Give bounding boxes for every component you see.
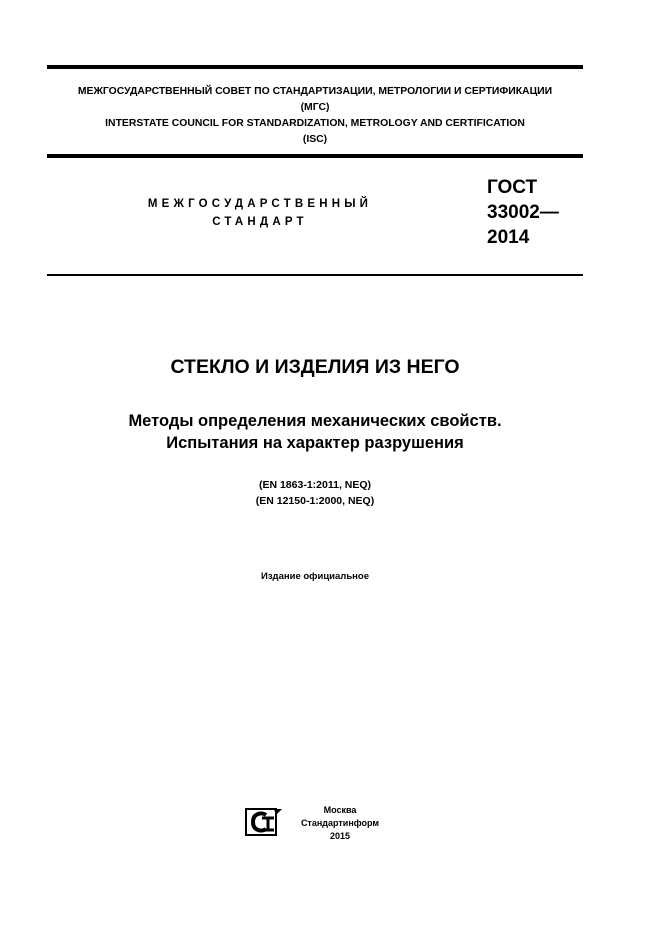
header-divider — [47, 154, 583, 158]
council-abbr-en: (ISC) — [302, 134, 328, 145]
publisher-city: Москва — [323, 805, 357, 815]
section-divider — [47, 274, 583, 276]
gost-designation — [487, 175, 559, 250]
subtitle-line2: Испытания на характер разрушения — [166, 434, 464, 452]
publisher-info — [290, 804, 390, 843]
gost-year: 2014 — [487, 227, 530, 248]
document-subtitle — [47, 410, 583, 454]
standartinform-logo-icon — [244, 806, 284, 838]
subtitle-line1: Методы определения механических свойств. — [128, 412, 502, 430]
gost-number: 33002— — [487, 202, 559, 223]
standard-type — [100, 195, 420, 231]
council-abbr-ru: (МГС) — [300, 102, 330, 113]
reference-item: (EN 1863-1:2011, NEQ) — [258, 479, 372, 491]
publisher-name: Стандартинформ — [300, 818, 380, 828]
reference-item: (EN 12150-1:2000, NEQ) — [255, 495, 375, 507]
gost-prefix: ГОСТ — [487, 177, 538, 198]
logo-letter-c — [253, 813, 266, 830]
edition-label: Издание официальное — [261, 571, 369, 582]
council-name-ru: МЕЖГОСУДАРСТВЕННЫЙ СОВЕТ ПО СТАНДАРТИЗАЦИИ, МЕТРОЛОГИИ И СЕРТИФИКАЦИИ — [77, 86, 553, 97]
document-title: СТЕКЛО И ИЗДЕЛИЯ ИЗ НЕГО — [170, 356, 460, 378]
standard-type-line2: СТАНДАРТ — [212, 216, 308, 228]
standard-type-line1: МЕЖГОСУДАРСТВЕННЫЙ — [147, 198, 373, 210]
standard-references — [47, 477, 583, 509]
publisher-year: 2015 — [329, 831, 351, 841]
council-name-en: INTERSTATE COUNCIL FOR STANDARDIZATION, METROLOGY AND CERTIFICATION — [105, 118, 525, 129]
council-header — [47, 84, 583, 148]
top-divider — [47, 65, 583, 69]
